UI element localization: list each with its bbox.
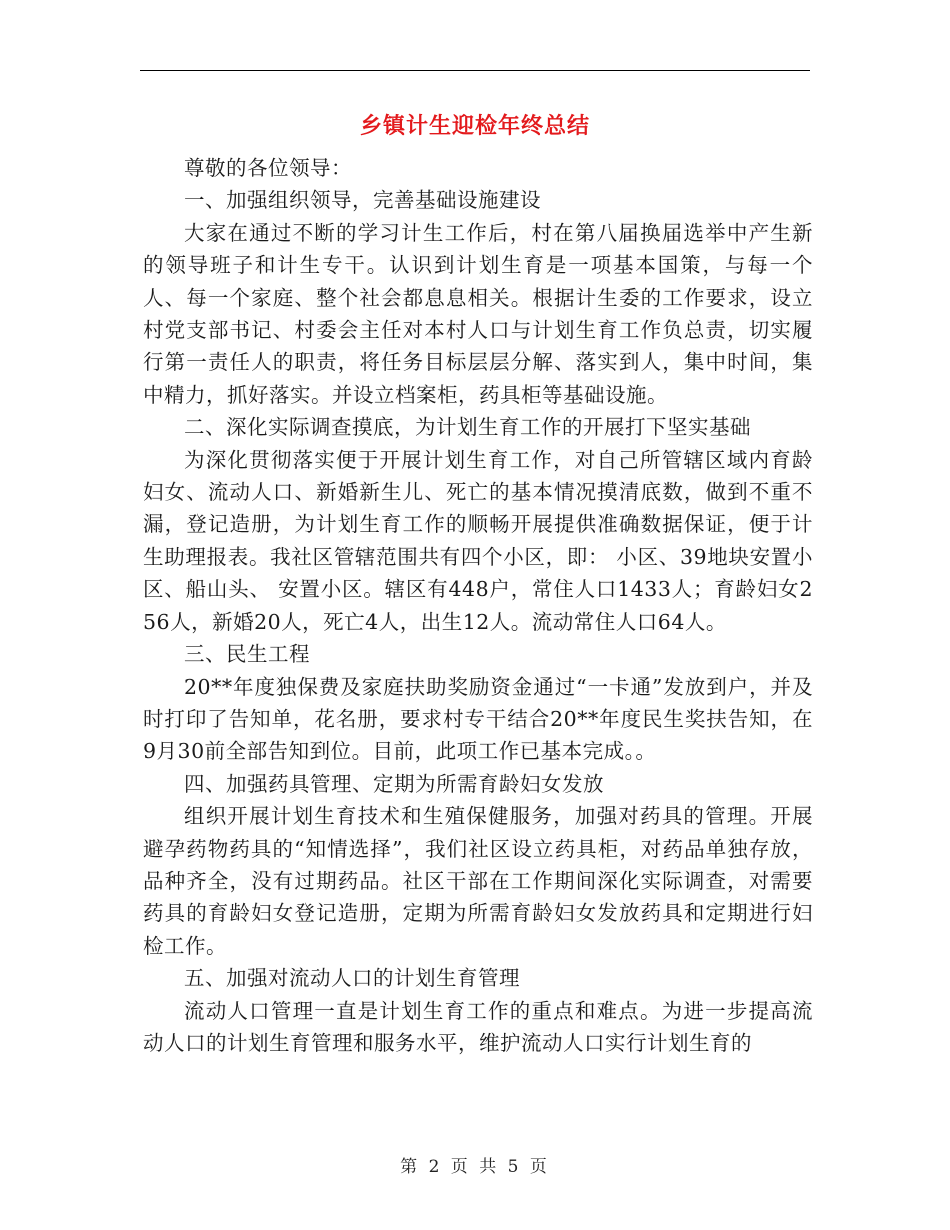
section-heading-2: 二、深化实际调查摸底，为计划生育工作的开展打下坚实基础 [184,415,751,440]
section-heading-4: 四、加强药具管理、定期为所需育龄妇女发放 [184,771,604,796]
document-title: 乡镇计生迎检年终总结 [359,113,590,139]
paragraph-2: 为深化贯彻落实便于开展计划生育工作，对自己所管辖区域内育龄妇女、流动人口、新婚新生儿、死亡的基本情况摸清底数，做到不重不漏，登记造册，为计划生育工作的顺畅开展提供准确数据保证，便于计生助理报表。我社区管辖范围共有四个小区，即： 小区、39地块安置小区、船山头、 安置小区。辖区有448户，常住人口1433人；育龄妇女256人，新婚20人，死亡4人，出生12人。流动常住人口64人。 [143,447,813,634]
paragraph-3: 20**年度独保费及家庭扶助奖励资金通过“一卡通”发放到户，并及时打印了告知单，花名册，要求村专干结合20**年度民生奖扶告知，在9月30前全部告知到位。目前，此项工作已基本完成。。 [143,674,813,764]
section-heading-3: 三、民生工程 [184,642,310,667]
section-heading-1: 一、加强组织领导，完善基础设施建设 [184,188,541,213]
header-rule [140,70,810,71]
page-number: 第 2 页 共 5 页 [400,1157,550,1177]
paragraph-1: 大家在通过不断的学习计生工作后，村在第八届换届选举中产生新的领导班子和计生专干。认识到计划生育是一项基本国策，与每一个人、每一个家庭、整个社会都息息相关。根据计生委的工作要求，设立村党支部书记、村委会主任对本村人口与计划生育工作负总责，切实履行第一责任人的职责，将任务目标层层分解、落实到人，集中时间，集中精力，抓好落实。并设立档案柜，药具柜等基础设施。 [143,220,813,407]
section-heading-5: 五、加强对流动人口的计划生育管理 [184,966,520,991]
paragraph-4: 组织开展计划生育技术和生殖保健服务，加强对药具的管理。开展避孕药物药具的“知情选择”，我们社区设立药具柜，对药品单独存放，品种齐全，没有过期药品。社区干部在工作期间深化实际调查，对需要药具的育龄妇女登记造册，定期为所需育龄妇女发放药具和定期进行妇检工作。 [143,804,813,958]
document-body [143,152,813,1059]
paragraph-5: 流动人口管理一直是计划生育工作的重点和难点。为进一步提高流动人口的计划生育管理和服务水平，维护流动人口实行计划生育的 [143,998,813,1055]
salutation: 尊敬的各位领导： [184,156,352,180]
